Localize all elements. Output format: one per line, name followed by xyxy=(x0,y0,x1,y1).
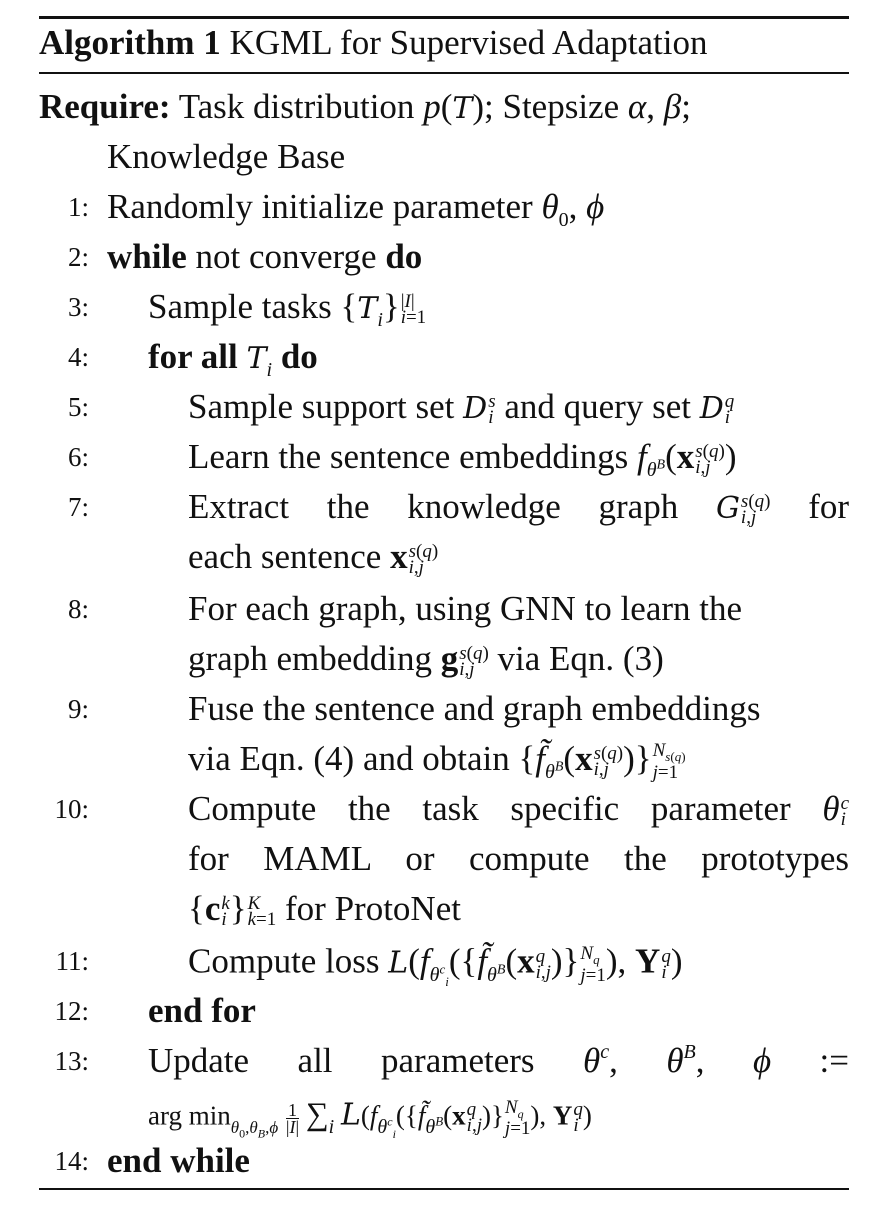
do-keyword-2: do xyxy=(280,337,318,376)
algo-line-13b: arg $\min_{\theta_0,\theta_B,\phi}$ $\frac{1}{|I|}$ $\sum_i$ $L(f_{\theta^c_i}(\{f̃_{\theta^B}(x$ q i,j )} $N_q$ j=1 ), Y q i ) xyxy=(148,1095,592,1141)
line-8-text-b: graph embedding xyxy=(188,639,432,678)
algo-line-7: Extract the knowledge graph G s(q) i,j for xyxy=(188,487,849,528)
line-13-text-c: parameters xyxy=(381,1041,535,1080)
line-number-4: 4: xyxy=(67,342,89,372)
end-for-keyword: end for xyxy=(148,991,256,1030)
header-rule xyxy=(39,72,849,74)
line-number-6: 6: xyxy=(67,442,89,472)
line-13-text-a: Update xyxy=(148,1041,250,1080)
line-9-text-b: via Eqn. (4) and obtain xyxy=(188,739,510,778)
algorithm-label: Algorithm 1 xyxy=(39,23,221,62)
require-text-2: ; Stepsize xyxy=(484,87,620,126)
line-number-7: 7: xyxy=(67,492,89,522)
line-7-text-c: each sentence xyxy=(188,537,382,576)
algo-line-12 xyxy=(148,986,256,1036)
algo-line-13: Update all parameters $\theta^c$, $\theta^B$, ϕ := xyxy=(148,1041,850,1080)
require-keyword: Require: xyxy=(39,87,171,126)
line-13-text-d: := xyxy=(819,1041,850,1080)
algo-line-11: Compute loss $L(f_{\theta^c_i}(\{f̃_{\theta^B}(x$ q i,j )} $N_q$ j=1 ), Y q i ) xyxy=(188,941,683,989)
algo-line-10b xyxy=(188,834,849,884)
line-number-12: 12: xyxy=(54,996,89,1026)
line-number-8: 8: xyxy=(67,594,89,624)
line-1-text: Randomly initialize parameter xyxy=(107,187,533,226)
algo-line-4: for all $T_i$ do xyxy=(148,337,318,381)
algo-line-14 xyxy=(107,1136,250,1186)
line-number-2: 2: xyxy=(67,242,89,272)
end-while-keyword: end while xyxy=(107,1141,250,1180)
algo-line-10c: {c k i } K k=1 for ProtoNet xyxy=(188,889,461,930)
line-8-text-a: For each graph, using GNN to learn the xyxy=(188,589,743,628)
top-rule xyxy=(39,16,849,19)
line-10-text-b: for MAML or compute the prototypes xyxy=(188,839,849,878)
require-text-1: Task distribution xyxy=(178,87,415,126)
line-5-text-a: Sample support set xyxy=(188,387,455,426)
algorithm-name: KGML for Supervised Adaptation xyxy=(229,23,708,62)
algo-line-8b: graph embedding g s(q) i,j via Eqn. (3) xyxy=(188,639,664,680)
line-13-text-b: all xyxy=(297,1041,333,1080)
line-number-9: 9: xyxy=(67,694,89,724)
line-3-text: Sample tasks xyxy=(148,287,332,326)
line-number-11: 11: xyxy=(55,946,89,976)
algo-line-9 xyxy=(188,684,760,734)
line-number-14: 14: xyxy=(54,1146,89,1176)
line-11-text: Compute loss xyxy=(188,941,380,981)
line-number-3: 3: xyxy=(67,292,89,322)
algo-line-5: Sample support set D s i and query set D q i xyxy=(188,387,735,428)
line-10-text-c: for ProtoNet xyxy=(285,889,461,928)
line-number-5: 5: xyxy=(67,392,89,422)
line-number-10: 10: xyxy=(54,794,89,824)
algo-line-8 xyxy=(188,584,742,634)
line-5-text-b: and query set xyxy=(504,387,691,426)
for-all-keyword: for all xyxy=(148,337,238,376)
require-text-3: Knowledge Base xyxy=(107,137,346,176)
line-10-text-a: Compute the task specific parameter xyxy=(188,789,791,828)
line-number-13: 13: xyxy=(54,1046,89,1076)
algorithm-title xyxy=(39,20,707,66)
algo-line-2 xyxy=(107,232,422,282)
require-line-2 xyxy=(107,132,345,182)
algo-line-9b: via Eqn. (4) and obtain {$f̃_{\theta^B}(x$ s(q) i,j )} $N_{s(q)}$ j=1 xyxy=(188,739,686,783)
algo-line-3: Sample tasks $\{T_i\}$ |I| i=1 xyxy=(148,287,427,331)
do-keyword: do xyxy=(385,237,423,276)
line-7-text-b: for xyxy=(808,487,849,526)
algo-line-6: Learn the sentence embeddings $f_{\theta^B}(x$ s(q) i,j ) xyxy=(188,437,737,481)
line-9-text-a: Fuse the sentence and graph embeddings xyxy=(188,689,761,728)
bottom-rule xyxy=(39,1188,849,1190)
algo-line-1: Randomly initialize parameter $\theta_0$, ϕ xyxy=(107,187,605,231)
line-7-text-a: Extract the knowledge graph xyxy=(188,487,679,526)
line-2-text: not converge xyxy=(195,237,377,276)
line-8-text-c: via Eqn. (3) xyxy=(497,639,664,678)
line-number-1: 1: xyxy=(67,192,89,222)
while-keyword: while xyxy=(107,237,187,276)
line-6-text: Learn the sentence embeddings xyxy=(188,437,629,476)
algo-line-7b: each sentence x s(q) i,j xyxy=(188,537,439,578)
algo-line-10: Compute the task specific parameter θ c i xyxy=(188,789,849,830)
require-line: Require: Task distribution p(T); Stepsize α, β; xyxy=(39,87,691,126)
